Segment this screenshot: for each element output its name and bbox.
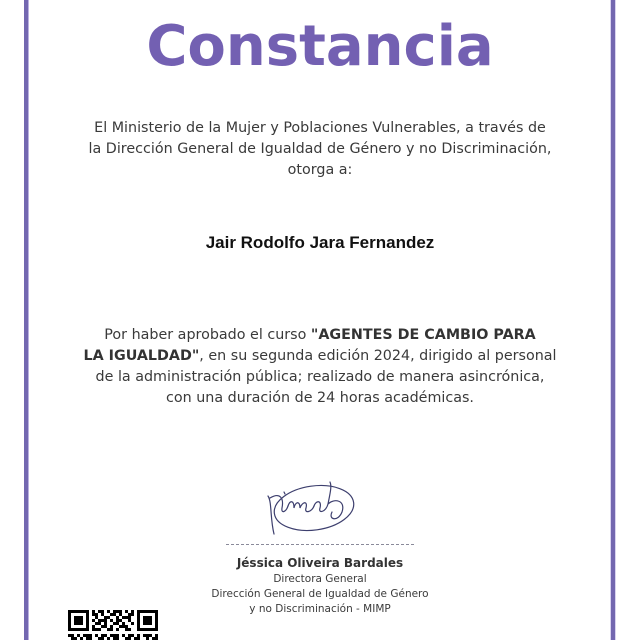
body-line-1 — [60, 325, 580, 346]
intro-line-1: El Ministerio de la Mujer y Poblaciones Vulnerables, a través de — [94, 120, 546, 136]
right-border-line — [611, 0, 615, 640]
signer-role: Directora General — [273, 573, 367, 585]
intro-paragraph — [60, 118, 580, 181]
qr-code-icon — [68, 610, 158, 640]
left-border-line — [24, 0, 28, 640]
signer-name: Jéssica Oliveira Bardales — [236, 556, 404, 570]
recipient-name: Jair Rodolfo Jara Fernandez — [205, 233, 435, 252]
intro-line-2: la Dirección General de Igualdad de Género y no Discriminación, — [88, 141, 552, 157]
title-text: Constancia — [146, 14, 494, 79]
body-paragraph — [60, 325, 580, 409]
signer-office-line-1: Dirección General de Igualdad de Género — [211, 588, 429, 600]
body-line-2 — [60, 346, 580, 367]
intro-line-3: otorga a: — [287, 162, 353, 178]
signature-icon — [262, 478, 358, 540]
certificate-title — [0, 12, 640, 82]
course-name-part-2: LA IGUALDAD" — [83, 348, 200, 364]
signer-office-line-2: y no Discriminación - MIMP — [249, 603, 391, 615]
body-line-4: con una duración de 24 horas académicas. — [166, 390, 474, 406]
body-prefix: Por haber aprobado el curso — [104, 327, 311, 343]
body-line-3: de la administración pública; realizado de manera asincrónica, — [95, 369, 545, 385]
body-suffix: , en su segunda edición 2024, dirigido al personal — [199, 348, 557, 364]
signer-block — [0, 555, 640, 617]
course-name-part-1: "AGENTES DE CAMBIO PARA — [310, 327, 536, 343]
signature-dotted-line — [226, 544, 414, 545]
